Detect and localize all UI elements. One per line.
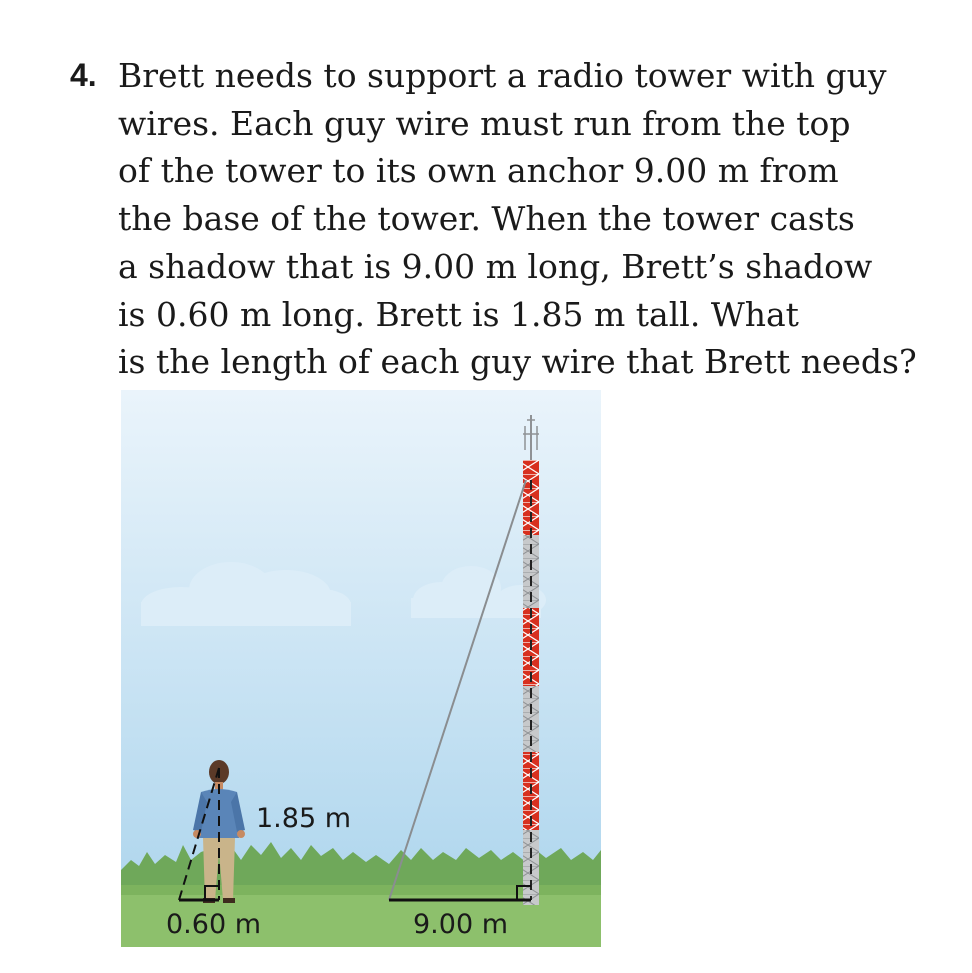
figure-illustration xyxy=(121,390,601,947)
label-brett-shadow: 0.60 m xyxy=(166,909,262,940)
label-brett-height: 1.85 m xyxy=(256,803,352,834)
problem-line: a shadow that is 9.00 m long, Brett’s shadow xyxy=(118,246,873,286)
problem-line: of the tower to its own anchor 9.00 m from xyxy=(118,151,839,191)
problem-line: the base of the tower. When the tower casts xyxy=(118,199,855,239)
label-tower-shadow: 9.00 m xyxy=(413,909,509,940)
problem-line: Brett needs to support a radio tower with guy xyxy=(118,56,887,95)
tower-figure xyxy=(121,390,601,947)
problem-text xyxy=(70,52,917,386)
problem-line: wires. Each guy wire must run from the top xyxy=(118,103,851,143)
problem-line: is 0.60 m long. Brett is 1.85 m tall. What xyxy=(118,294,799,334)
problem-number: 4. xyxy=(70,57,97,93)
problem-line: is the length of each guy wire that Brett needs? xyxy=(118,342,917,382)
